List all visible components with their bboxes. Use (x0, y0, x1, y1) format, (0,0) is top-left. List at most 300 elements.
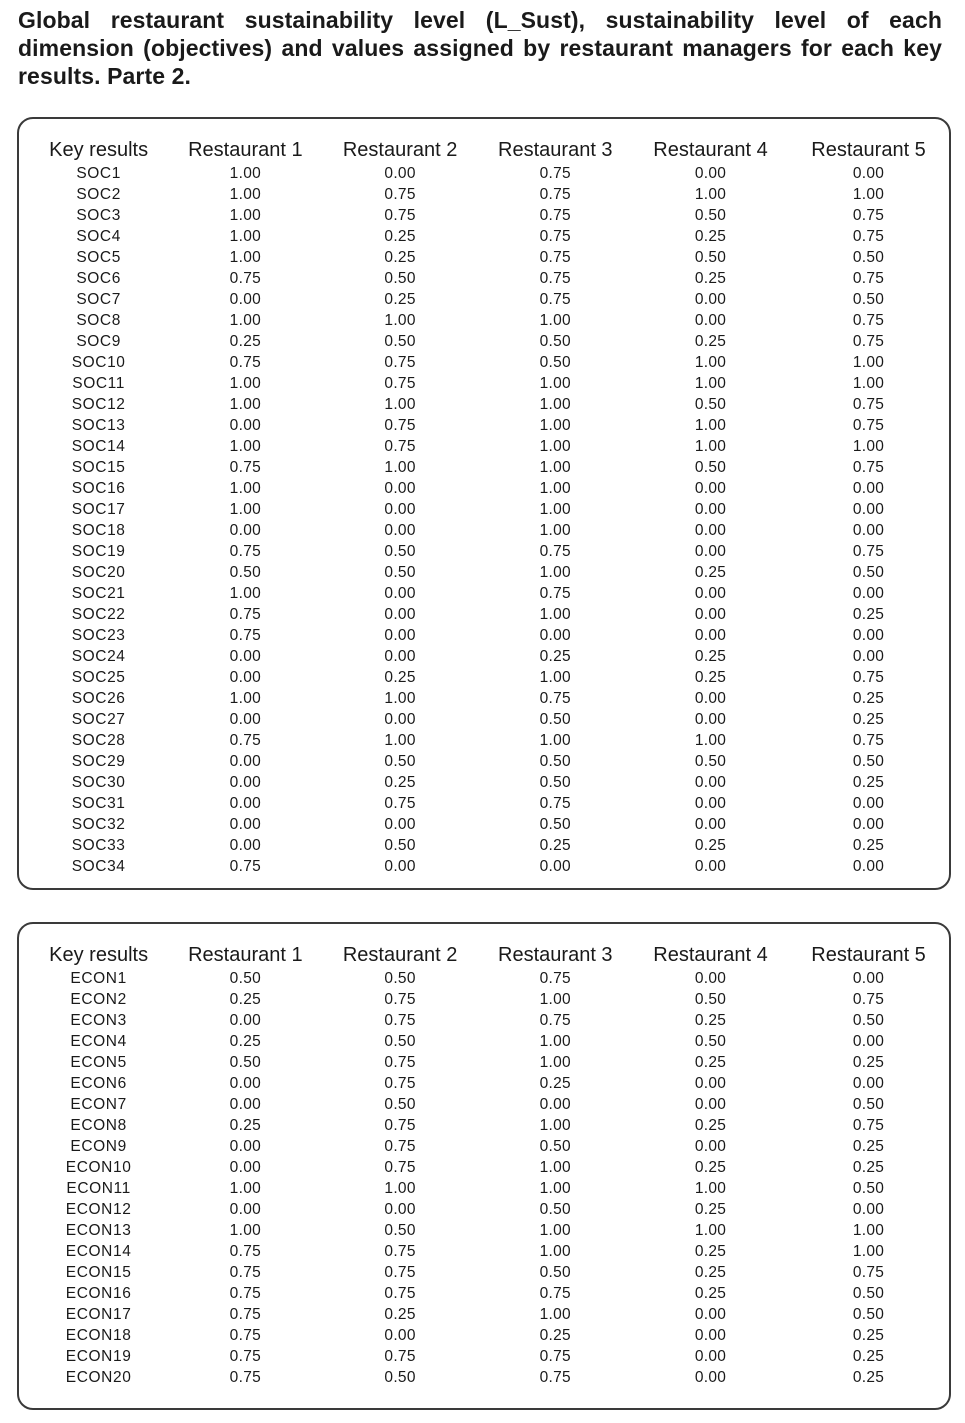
key-result-cell: SOC2 (76, 186, 121, 203)
restaurant-4-value-cell: 1.00 (694, 1222, 727, 1239)
restaurant-5-value-cell: 0.75 (852, 417, 885, 434)
restaurant-2-value-cell: 0.75 (384, 375, 416, 392)
key-result-cell: SOC7 (76, 291, 121, 308)
key-result-cell: SOC28 (71, 732, 126, 749)
restaurant-2-value-cell: 0.75 (384, 354, 416, 371)
restaurant-1-value-cell: 1.00 (229, 396, 262, 413)
table-row (29, 814, 949, 835)
table-row (29, 1262, 949, 1283)
restaurant-3-value-cell: 1.00 (539, 1306, 571, 1323)
restaurant-4-value-cell: 0.00 (694, 690, 727, 707)
restaurant-1-value-cell: 1.00 (229, 1222, 262, 1239)
restaurant-4-value-cell: 0.00 (694, 165, 727, 182)
restaurant-2-value-cell: 0.75 (384, 1243, 416, 1260)
restaurant-5-value-cell: 0.25 (852, 1138, 885, 1155)
restaurant-5-value-cell: 0.00 (852, 1075, 885, 1092)
header-restaurant-1: Restaurant 1 (188, 139, 303, 161)
restaurant-4-value-cell: 0.00 (694, 543, 727, 560)
restaurant-5-value-cell: 0.50 (852, 1306, 885, 1323)
table-row (29, 436, 949, 457)
restaurant-2-value-cell: 0.75 (384, 991, 416, 1008)
restaurant-1-value-cell: 0.50 (229, 564, 262, 581)
page-title: Global restaurant sustainability level (L_Sust), sustainability level of each dimension (objectives) and values assigned by restaurant managers for each key results. Parte 2. (18, 7, 942, 89)
restaurant-3-value-cell: 0.75 (539, 585, 571, 602)
restaurant-1-value-cell: 0.00 (229, 711, 262, 728)
restaurant-4-value-cell: 1.00 (694, 375, 727, 392)
restaurant-4-value-cell: 0.00 (694, 1369, 727, 1386)
soc-table-body (29, 163, 949, 877)
table-row (29, 688, 949, 709)
restaurant-4-value-cell: 0.00 (694, 1306, 727, 1323)
restaurant-1-value-cell: 0.25 (229, 1033, 262, 1050)
key-result-cell: ECON19 (65, 1348, 132, 1365)
restaurant-5-value-cell: 0.25 (852, 1159, 885, 1176)
restaurant-5-value-cell: 0.00 (852, 1201, 885, 1218)
table-row (29, 520, 949, 541)
restaurant-3-value-cell: 0.75 (539, 795, 571, 812)
restaurant-5-value-cell: 0.25 (852, 1369, 885, 1386)
restaurant-2-value-cell: 0.00 (384, 480, 416, 497)
restaurant-3-value-cell: 0.50 (539, 1201, 571, 1218)
key-result-cell: ECON15 (65, 1264, 132, 1281)
restaurant-5-value-cell: 0.75 (852, 1264, 885, 1281)
key-result-cell: ECON2 (70, 991, 127, 1008)
restaurant-5-value-cell: 0.00 (852, 858, 885, 875)
restaurant-4-value-cell: 0.25 (694, 1201, 727, 1218)
restaurant-5-value-cell: 0.50 (852, 1285, 885, 1302)
header-restaurant-3: Restaurant 3 (498, 944, 613, 966)
restaurant-5-value-cell: 0.00 (852, 970, 885, 987)
restaurant-2-value-cell: 0.00 (384, 165, 416, 182)
key-result-cell: ECON17 (65, 1306, 132, 1323)
restaurant-1-value-cell: 0.00 (229, 417, 262, 434)
restaurant-1-value-cell: 0.00 (229, 291, 262, 308)
restaurant-2-value-cell: 0.50 (384, 270, 416, 287)
table-row (29, 793, 949, 814)
key-result-cell: ECON16 (65, 1285, 132, 1302)
key-result-cell: SOC13 (71, 417, 126, 434)
table-row (29, 499, 949, 520)
restaurant-2-value-cell: 0.25 (384, 774, 416, 791)
restaurant-2-value-cell: 0.00 (384, 585, 416, 602)
table-row (29, 310, 949, 331)
restaurant-1-value-cell: 0.00 (229, 753, 262, 770)
restaurant-4-value-cell: 0.00 (694, 970, 727, 987)
table-row (29, 730, 949, 751)
restaurant-3-value-cell: 0.00 (539, 627, 571, 644)
restaurant-2-value-cell: 0.75 (384, 1054, 416, 1071)
restaurant-2-value-cell: 0.75 (384, 417, 416, 434)
restaurant-3-value-cell: 0.75 (539, 1012, 571, 1029)
table-row (29, 205, 949, 226)
restaurant-3-value-cell: 1.00 (539, 732, 571, 749)
key-result-cell: ECON6 (70, 1075, 127, 1092)
restaurant-4-value-cell: 0.25 (694, 333, 727, 350)
key-result-cell: SOC20 (71, 564, 126, 581)
restaurant-2-value-cell: 0.00 (384, 858, 416, 875)
restaurant-1-value-cell: 1.00 (229, 480, 262, 497)
table-row (29, 478, 949, 499)
restaurant-5-value-cell: 0.75 (852, 732, 885, 749)
restaurant-2-value-cell: 1.00 (384, 312, 416, 329)
table-row (29, 646, 949, 667)
restaurant-3-value-cell: 0.75 (539, 1348, 571, 1365)
restaurant-2-value-cell: 0.50 (384, 1033, 416, 1050)
restaurant-5-value-cell: 0.25 (852, 1348, 885, 1365)
restaurant-1-value-cell: 0.00 (229, 816, 262, 833)
restaurant-4-value-cell: 0.25 (694, 564, 727, 581)
restaurant-4-value-cell: 0.25 (694, 1264, 727, 1281)
restaurant-3-value-cell: 1.00 (539, 375, 571, 392)
header-key-results: Key results (49, 944, 149, 966)
table-header-row (29, 137, 949, 163)
key-result-cell: SOC23 (71, 627, 126, 644)
restaurant-5-value-cell: 0.00 (852, 795, 885, 812)
table-row (29, 772, 949, 793)
table-header-row (29, 942, 949, 968)
restaurant-2-value-cell: 0.25 (384, 249, 416, 266)
table-row (29, 1010, 949, 1031)
restaurant-1-value-cell: 0.00 (229, 1075, 262, 1092)
table-row (29, 247, 949, 268)
restaurant-3-value-cell: 1.00 (539, 991, 571, 1008)
restaurant-2-value-cell: 0.50 (384, 1096, 416, 1113)
key-result-cell: ECON8 (70, 1117, 127, 1134)
key-result-cell: ECON7 (70, 1096, 127, 1113)
key-result-cell: ECON11 (66, 1180, 131, 1197)
table-row (29, 1178, 949, 1199)
restaurant-3-value-cell: 0.00 (539, 1096, 571, 1113)
restaurant-5-value-cell: 0.25 (852, 711, 885, 728)
key-result-cell: SOC34 (71, 858, 126, 875)
restaurant-2-value-cell: 0.75 (384, 1117, 416, 1134)
table-row (29, 1367, 949, 1388)
restaurant-3-value-cell: 1.00 (539, 438, 571, 455)
restaurant-5-value-cell: 0.00 (852, 585, 885, 602)
table-row (29, 268, 949, 289)
restaurant-2-value-cell: 0.25 (384, 291, 416, 308)
restaurant-2-value-cell: 1.00 (384, 459, 416, 476)
table-row (29, 331, 949, 352)
key-result-cell: ECON5 (70, 1054, 127, 1071)
restaurant-5-value-cell: 0.00 (852, 501, 885, 518)
restaurant-4-value-cell: 0.25 (694, 1012, 727, 1029)
restaurant-3-value-cell: 0.50 (539, 753, 571, 770)
restaurant-2-value-cell: 0.00 (384, 1327, 416, 1344)
restaurant-1-value-cell: 1.00 (229, 165, 262, 182)
restaurant-3-value-cell: 0.75 (539, 207, 571, 224)
restaurant-3-value-cell: 0.50 (539, 774, 571, 791)
table-row (29, 1304, 949, 1325)
key-result-cell: SOC9 (76, 333, 121, 350)
key-result-cell: SOC25 (71, 669, 126, 686)
key-result-cell: SOC16 (71, 480, 126, 497)
restaurant-4-value-cell: 0.00 (694, 606, 727, 623)
key-result-cell: SOC12 (71, 396, 126, 413)
key-result-cell: ECON13 (65, 1222, 132, 1239)
key-result-cell: ECON12 (65, 1201, 132, 1218)
restaurant-2-value-cell: 0.00 (384, 501, 416, 518)
key-result-cell: SOC31 (71, 795, 126, 812)
restaurant-3-value-cell: 0.50 (539, 816, 571, 833)
header-key-results: Key results (49, 139, 149, 161)
table-row (29, 1283, 949, 1304)
restaurant-4-value-cell: 0.00 (694, 1138, 727, 1155)
restaurant-2-value-cell: 1.00 (384, 396, 416, 413)
restaurant-4-value-cell: 0.25 (694, 1117, 727, 1134)
restaurant-5-value-cell: 0.50 (852, 1180, 885, 1197)
restaurant-3-value-cell: 1.00 (539, 1159, 571, 1176)
restaurant-3-value-cell: 1.00 (539, 396, 571, 413)
restaurant-4-value-cell: 0.25 (694, 270, 727, 287)
restaurant-5-value-cell: 0.75 (852, 459, 885, 476)
restaurant-3-value-cell: 0.75 (539, 249, 571, 266)
restaurant-4-value-cell: 0.00 (694, 774, 727, 791)
restaurant-3-value-cell: 0.75 (539, 1285, 571, 1302)
key-result-cell: SOC14 (71, 438, 126, 455)
restaurant-5-value-cell: 0.25 (852, 690, 885, 707)
key-result-cell: SOC4 (76, 228, 121, 245)
table-row (29, 415, 949, 436)
restaurant-4-value-cell: 1.00 (694, 438, 727, 455)
restaurant-3-value-cell: 1.00 (539, 1180, 571, 1197)
restaurant-5-value-cell: 0.75 (852, 312, 885, 329)
restaurant-1-value-cell: 0.75 (229, 1327, 262, 1344)
restaurant-1-value-cell: 0.75 (229, 1285, 262, 1302)
restaurant-4-value-cell: 0.00 (694, 1348, 727, 1365)
restaurant-3-value-cell: 0.00 (539, 858, 571, 875)
header-restaurant-3: Restaurant 3 (498, 139, 613, 161)
key-result-cell: ECON9 (70, 1138, 127, 1155)
restaurant-2-value-cell: 0.75 (384, 795, 416, 812)
restaurant-5-value-cell: 0.50 (852, 564, 885, 581)
table-row (29, 1220, 949, 1241)
table-row (29, 394, 949, 415)
restaurant-1-value-cell: 1.00 (229, 186, 262, 203)
table-row (29, 1325, 949, 1346)
restaurant-1-value-cell: 0.25 (229, 333, 262, 350)
restaurant-3-value-cell: 0.25 (539, 648, 571, 665)
restaurant-4-value-cell: 0.25 (694, 1243, 727, 1260)
restaurant-5-value-cell: 0.25 (852, 774, 885, 791)
restaurant-3-value-cell: 0.25 (539, 1075, 571, 1092)
restaurant-2-value-cell: 0.00 (384, 1201, 416, 1218)
key-result-cell: SOC8 (76, 312, 121, 329)
restaurant-5-value-cell: 0.75 (852, 669, 885, 686)
restaurant-2-value-cell: 0.75 (384, 1285, 416, 1302)
restaurant-1-value-cell: 0.50 (229, 1054, 262, 1071)
table-row (29, 352, 949, 373)
restaurant-5-value-cell: 0.75 (852, 228, 885, 245)
restaurant-1-value-cell: 1.00 (229, 438, 262, 455)
header-restaurant-4: Restaurant 4 (653, 944, 768, 966)
restaurant-1-value-cell: 0.25 (229, 991, 262, 1008)
restaurant-4-value-cell: 1.00 (694, 354, 727, 371)
restaurant-1-value-cell: 0.00 (229, 669, 262, 686)
table-row (29, 1241, 949, 1262)
restaurant-4-value-cell: 0.25 (694, 228, 727, 245)
key-result-cell: ECON14 (65, 1243, 132, 1260)
restaurant-4-value-cell: 0.25 (694, 837, 727, 854)
table-row (29, 989, 949, 1010)
key-result-cell: SOC6 (76, 270, 121, 287)
table-row (29, 541, 949, 562)
restaurant-3-value-cell: 1.00 (539, 417, 571, 434)
header-restaurant-2: Restaurant 2 (342, 139, 458, 161)
restaurant-4-value-cell: 1.00 (694, 186, 727, 203)
table-row (29, 373, 949, 394)
restaurant-1-value-cell: 0.75 (229, 459, 262, 476)
restaurant-3-value-cell: 0.75 (539, 165, 571, 182)
key-result-cell: SOC26 (71, 690, 126, 707)
key-result-cell: SOC1 (76, 165, 121, 182)
restaurant-3-value-cell: 1.00 (539, 1117, 571, 1134)
table-row (29, 184, 949, 205)
restaurant-4-value-cell: 0.25 (694, 1054, 727, 1071)
restaurant-2-value-cell: 0.00 (384, 627, 416, 644)
table-row (29, 1073, 949, 1094)
restaurant-2-value-cell: 0.00 (384, 648, 416, 665)
header-restaurant-5: Restaurant 5 (811, 944, 926, 966)
restaurant-5-value-cell: 0.50 (852, 1096, 885, 1113)
table-row (29, 163, 949, 184)
restaurant-1-value-cell: 0.75 (229, 732, 262, 749)
econ-table-body (29, 968, 949, 1388)
restaurant-4-value-cell: 0.25 (694, 1285, 727, 1302)
restaurant-3-value-cell: 1.00 (539, 669, 571, 686)
restaurant-5-value-cell: 1.00 (852, 1243, 885, 1260)
restaurant-2-value-cell: 0.50 (384, 543, 416, 560)
restaurant-2-value-cell: 0.75 (384, 1138, 416, 1155)
restaurant-3-value-cell: 0.50 (539, 1138, 571, 1155)
restaurant-2-value-cell: 0.75 (384, 207, 416, 224)
restaurant-5-value-cell: 0.25 (852, 1054, 885, 1071)
restaurant-3-value-cell: 0.75 (539, 543, 571, 560)
key-result-cell: SOC22 (71, 606, 126, 623)
restaurant-5-value-cell: 0.00 (852, 522, 885, 539)
restaurant-2-value-cell: 0.75 (384, 438, 416, 455)
restaurant-5-value-cell: 0.00 (852, 816, 885, 833)
restaurant-1-value-cell: 0.75 (229, 1348, 262, 1365)
key-result-cell: SOC10 (71, 354, 126, 371)
restaurant-4-value-cell: 0.25 (694, 1159, 727, 1176)
restaurant-4-value-cell: 0.00 (694, 627, 727, 644)
restaurant-4-value-cell: 0.00 (694, 795, 727, 812)
restaurant-4-value-cell: 0.50 (694, 396, 727, 413)
restaurant-5-value-cell: 0.00 (852, 1033, 885, 1050)
restaurant-2-value-cell: 0.75 (384, 1012, 416, 1029)
key-result-cell: SOC24 (71, 648, 126, 665)
table-row (29, 751, 949, 772)
restaurant-1-value-cell: 1.00 (229, 585, 262, 602)
restaurant-4-value-cell: 0.50 (694, 249, 727, 266)
restaurant-5-value-cell: 0.25 (852, 1327, 885, 1344)
restaurant-2-value-cell: 1.00 (384, 690, 416, 707)
restaurant-5-value-cell: 0.50 (852, 753, 885, 770)
table-row (29, 1115, 949, 1136)
restaurant-1-value-cell: 1.00 (229, 1180, 262, 1197)
header-restaurant-2: Restaurant 2 (342, 944, 458, 966)
restaurant-1-value-cell: 0.00 (229, 522, 262, 539)
restaurant-2-value-cell: 0.75 (384, 186, 416, 203)
econ-table-panel (17, 922, 951, 1410)
restaurant-3-value-cell: 0.50 (539, 354, 571, 371)
restaurant-4-value-cell: 1.00 (694, 732, 727, 749)
restaurant-3-value-cell: 0.25 (539, 1327, 571, 1344)
restaurant-2-value-cell: 0.00 (384, 711, 416, 728)
key-result-cell: ECON1 (70, 970, 127, 987)
restaurant-3-value-cell: 0.75 (539, 970, 571, 987)
restaurant-3-value-cell: 0.75 (539, 1369, 571, 1386)
restaurant-2-value-cell: 0.50 (384, 753, 416, 770)
table-row (29, 1157, 949, 1178)
restaurant-5-value-cell: 0.25 (852, 606, 885, 623)
restaurant-1-value-cell: 0.50 (229, 970, 262, 987)
restaurant-4-value-cell: 0.00 (694, 1327, 727, 1344)
key-result-cell: ECON20 (65, 1369, 132, 1386)
restaurant-2-value-cell: 0.50 (384, 837, 416, 854)
key-result-cell: ECON4 (70, 1033, 127, 1050)
restaurant-1-value-cell: 0.75 (229, 1243, 262, 1260)
restaurant-4-value-cell: 1.00 (694, 417, 727, 434)
restaurant-3-value-cell: 1.00 (539, 480, 571, 497)
table-row (29, 604, 949, 625)
restaurant-1-value-cell: 0.00 (229, 1096, 262, 1113)
table-row (29, 667, 949, 688)
key-result-cell: SOC27 (71, 711, 126, 728)
restaurant-1-value-cell: 1.00 (229, 501, 262, 518)
restaurant-1-value-cell: 0.75 (229, 858, 262, 875)
restaurant-1-value-cell: 0.25 (229, 1117, 262, 1134)
restaurant-5-value-cell: 1.00 (852, 375, 885, 392)
restaurant-4-value-cell: 0.50 (694, 1033, 727, 1050)
key-result-cell: SOC15 (71, 459, 126, 476)
key-result-cell: ECON10 (65, 1159, 132, 1176)
restaurant-3-value-cell: 1.00 (539, 606, 571, 623)
restaurant-1-value-cell: 0.00 (229, 795, 262, 812)
restaurant-5-value-cell: 1.00 (852, 1222, 885, 1239)
restaurant-5-value-cell: 0.00 (852, 165, 885, 182)
restaurant-2-value-cell: 0.50 (384, 970, 416, 987)
restaurant-1-value-cell: 1.00 (229, 375, 262, 392)
restaurant-1-value-cell: 0.75 (229, 606, 262, 623)
restaurant-2-value-cell: 0.50 (384, 1369, 416, 1386)
restaurant-5-value-cell: 0.75 (852, 270, 885, 287)
restaurant-2-value-cell: 0.00 (384, 522, 416, 539)
restaurant-3-value-cell: 1.00 (539, 501, 571, 518)
restaurant-1-value-cell: 0.00 (229, 1138, 262, 1155)
key-result-cell: SOC17 (71, 501, 126, 518)
restaurant-5-value-cell: 1.00 (852, 186, 885, 203)
restaurant-1-value-cell: 0.75 (229, 627, 262, 644)
restaurant-2-value-cell: 0.50 (384, 564, 416, 581)
restaurant-3-value-cell: 0.25 (539, 837, 571, 854)
restaurant-2-value-cell: 0.00 (384, 816, 416, 833)
restaurant-3-value-cell: 0.50 (539, 333, 571, 350)
table-row (29, 226, 949, 247)
restaurant-3-value-cell: 1.00 (539, 459, 571, 476)
econ-key-results-table (29, 942, 949, 1388)
restaurant-4-value-cell: 0.00 (694, 858, 727, 875)
restaurant-4-value-cell: 0.00 (694, 291, 727, 308)
table-row (29, 1031, 949, 1052)
table-row (29, 583, 949, 604)
restaurant-3-value-cell: 0.75 (539, 186, 571, 203)
table-row (29, 625, 949, 646)
restaurant-4-value-cell: 0.00 (694, 522, 727, 539)
restaurant-4-value-cell: 0.50 (694, 753, 727, 770)
restaurant-4-value-cell: 0.25 (694, 669, 727, 686)
